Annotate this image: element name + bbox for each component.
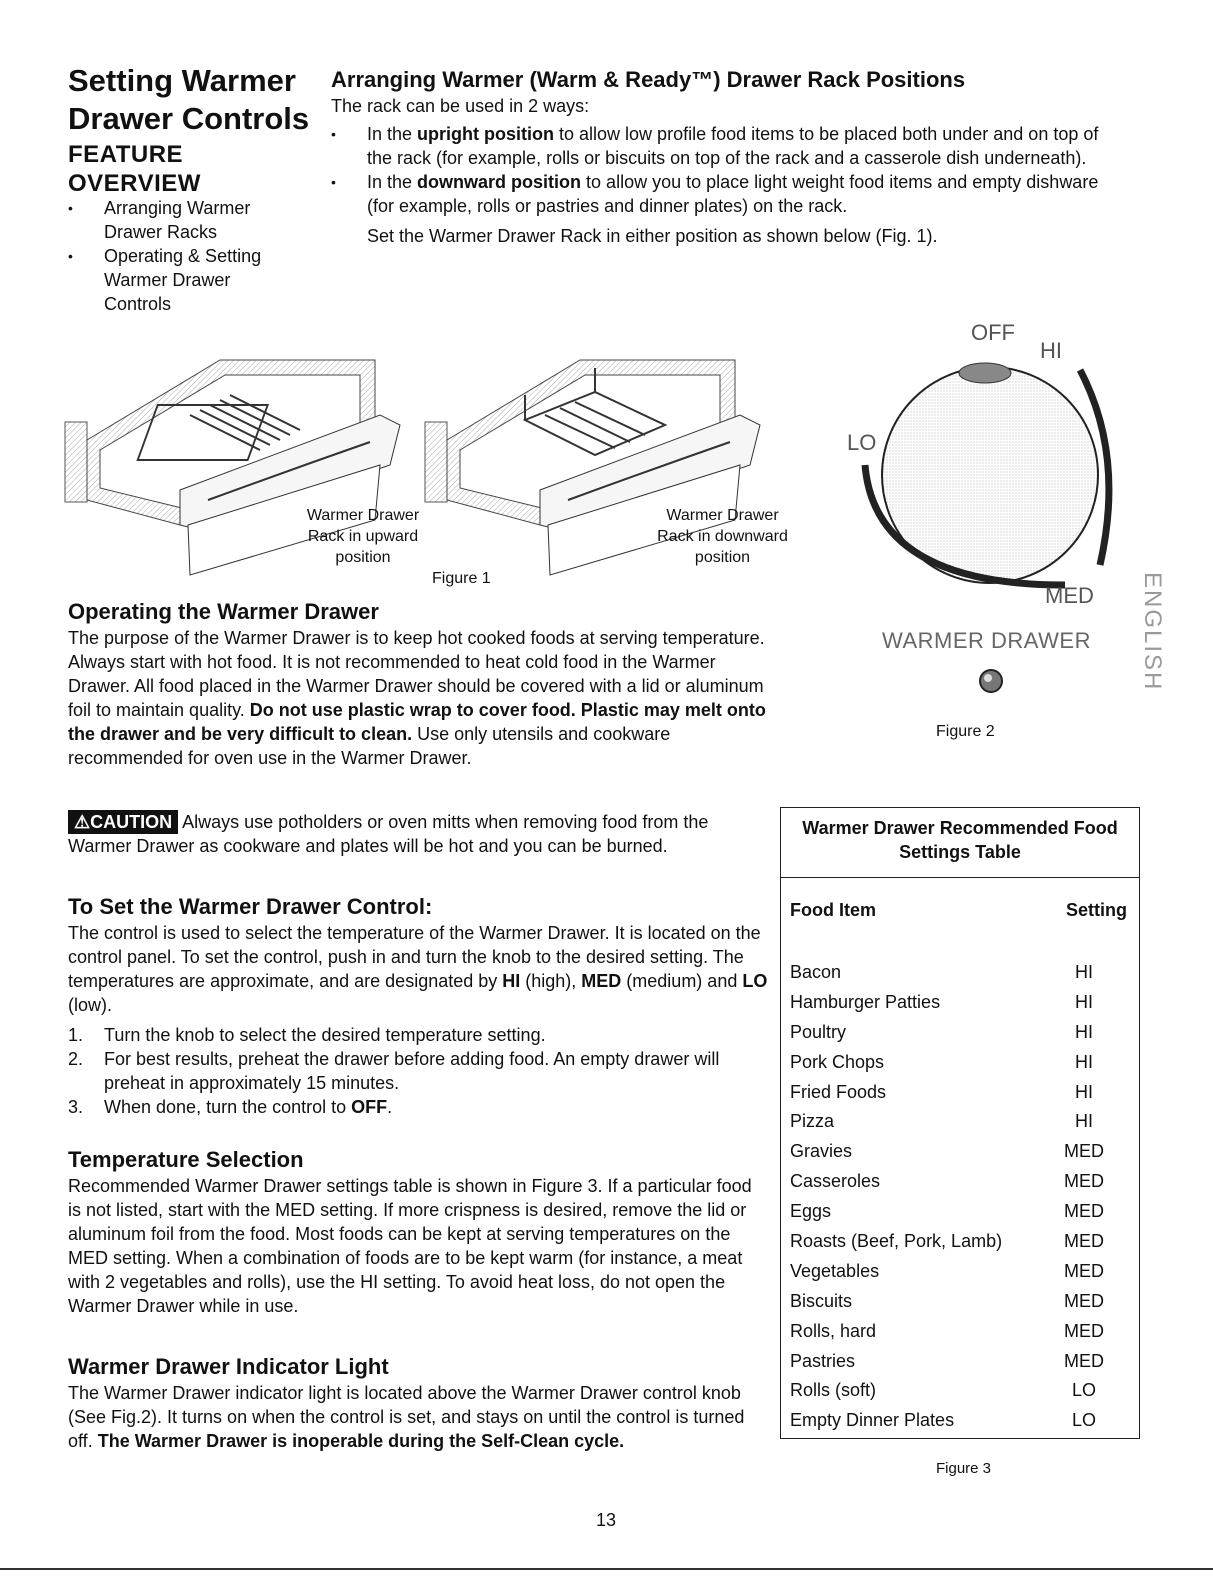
setting-cell: HI bbox=[1075, 1051, 1093, 1072]
warmer-drawer-panel-label: WARMER DRAWER bbox=[882, 628, 1091, 653]
knob-med-label: MED bbox=[1045, 583, 1094, 608]
control-text bbox=[68, 921, 768, 1017]
table-row bbox=[790, 1137, 1130, 1167]
temperature-text: Recommended Warmer Drawer settings table is shown in Figure 3. If a particular food is not listed, start with the MED setting. If more crispness is desired, remove the lid or aluminum foil from the food. Most foods can be kept at serving temperatures on the MED setting. When a combination of foods are to be kept warm (for instance, a meat with 2 vegetables and rolls), use the HI setting. To avoid heat loss, do not open the Warmer Drawer while in use. bbox=[68, 1176, 752, 1316]
table-row bbox=[790, 1048, 1130, 1078]
feature-item-text: Operating & Setting bbox=[104, 246, 262, 266]
arranging-intro: The rack can be used in 2 ways: bbox=[331, 96, 590, 116]
setting-cell: MED bbox=[1064, 1141, 1104, 1162]
indicator-light-icon bbox=[978, 668, 1004, 694]
label-text: Rack in upward bbox=[307, 528, 419, 545]
food-cell: Fried Foods bbox=[790, 1081, 887, 1102]
upright-bold: upright position bbox=[417, 124, 555, 144]
food-cell: Vegetables bbox=[790, 1260, 880, 1281]
text: The control is used to select the temperature of the Warmer Drawer. It is located on the control panel. To set the control, push in and turn the knob to the desired setting. The temperatures are approximate, and are designated by bbox=[68, 923, 761, 991]
bottom-rule bbox=[0, 1568, 1213, 1570]
title-line-2: Drawer Controls bbox=[68, 101, 310, 136]
hi-bold: HI bbox=[502, 971, 521, 991]
feature-item-text: Warmer Drawer bbox=[104, 270, 231, 290]
indicator-section bbox=[68, 1353, 768, 1453]
food-cell: Pizza bbox=[790, 1111, 835, 1132]
table-row bbox=[790, 1018, 1130, 1048]
label-text: Warmer Drawer bbox=[666, 507, 779, 524]
setting-cell: MED bbox=[1064, 1320, 1104, 1341]
food-cell: Casseroles bbox=[790, 1171, 881, 1192]
setting-cell: LO bbox=[1071, 1380, 1096, 1401]
setting-cell: HI bbox=[1075, 962, 1093, 982]
setting-cell: MED bbox=[1064, 1201, 1104, 1222]
bullet-upright bbox=[331, 122, 1121, 170]
table-row bbox=[790, 1107, 1130, 1137]
knob-lo-label: LO bbox=[847, 430, 877, 455]
caution-text: Always use potholders or oven mitts when removing food from the Warmer Drawer as cookware and plates will be hot and you can be burned. bbox=[68, 812, 709, 856]
food-cell: Gravies bbox=[790, 1141, 853, 1162]
text: (high), bbox=[520, 971, 582, 991]
language-tab bbox=[1130, 570, 1170, 700]
indicator-heading: Warmer Drawer Indicator Light bbox=[68, 1354, 389, 1379]
food-cell: Roasts (Beef, Pork, Lamb) bbox=[790, 1231, 1003, 1252]
feature-overview-heading bbox=[68, 140, 201, 198]
operating-text bbox=[68, 626, 768, 770]
plastic-warning: Do not use plastic wrap to cover food. Plastic may melt onto the drawer and be very difficult to clean. bbox=[68, 700, 766, 744]
downward-bold: downward position bbox=[417, 172, 582, 192]
knob-illustration bbox=[835, 315, 1125, 615]
setting-cell: MED bbox=[1064, 1260, 1104, 1281]
figure2-caption: Figure 2 bbox=[936, 723, 995, 740]
feature-item-text: Drawer Racks bbox=[104, 222, 218, 242]
feature-item-text: Arranging Warmer bbox=[104, 198, 251, 218]
feature-list bbox=[68, 196, 308, 316]
text: (low). bbox=[68, 995, 112, 1015]
label-text: position bbox=[335, 549, 391, 566]
arranging-section bbox=[331, 66, 1121, 248]
temperature-section bbox=[68, 1146, 768, 1318]
text: The purpose of the Warmer Drawer is to keep hot cooked foods at serving temperature. Always start with hot food. It is not recommended to heat cold food in the Warmer Drawer. All food placed in the Warmer Drawer should be covered with a lid or aluminum foil to maintain quality. bbox=[68, 628, 765, 720]
table-title-line: Settings Table bbox=[899, 842, 1021, 862]
table-row bbox=[790, 1257, 1130, 1287]
food-cell: Rolls, hard bbox=[790, 1320, 877, 1341]
table-row bbox=[790, 1167, 1130, 1197]
food-cell: Pork Chops bbox=[790, 1051, 885, 1072]
self-clean-warning: The Warmer Drawer is inoperable during the Self-Clean cycle. bbox=[97, 1431, 625, 1451]
figure1-caption: Figure 1 bbox=[432, 570, 491, 587]
food-cell: Pastries bbox=[790, 1350, 856, 1371]
feature-line-2: OVERVIEW bbox=[68, 170, 201, 197]
control-heading: To Set the Warmer Drawer Control: bbox=[68, 894, 433, 919]
food-cell: Poultry bbox=[790, 1021, 847, 1042]
food-cell: Hamburger Patties bbox=[790, 991, 941, 1012]
text: Use only utensils and cookware recommended for oven use in the Warmer Drawer. bbox=[68, 724, 671, 768]
step-text: For best results, preheat the drawer before adding food. An empty drawer will preheat in approximately 15 minutes. bbox=[104, 1049, 720, 1093]
column-header-food: Food Item bbox=[790, 900, 876, 920]
temperature-heading: Temperature Selection bbox=[68, 1147, 304, 1172]
arranging-set-text: Set the Warmer Drawer Rack in either position as shown below (Fig. 1). bbox=[367, 226, 938, 246]
caution-label: CAUTION bbox=[90, 812, 173, 832]
control-section bbox=[68, 893, 768, 1119]
feature-item bbox=[68, 196, 308, 244]
food-cell: Rolls (soft) bbox=[790, 1380, 877, 1401]
caution-badge bbox=[68, 810, 178, 834]
food-cell: Bacon bbox=[790, 962, 842, 982]
setting-cell: LO bbox=[1071, 1410, 1096, 1431]
food-cell: Biscuits bbox=[790, 1290, 853, 1311]
step-text: When done, turn the control to bbox=[104, 1097, 352, 1117]
operating-heading: Operating the Warmer Drawer bbox=[68, 599, 379, 624]
bullet-downward bbox=[331, 170, 1121, 218]
table-row bbox=[790, 1406, 1130, 1436]
food-settings-table bbox=[780, 807, 1140, 1439]
page-title bbox=[68, 62, 309, 138]
table-row bbox=[790, 1347, 1130, 1377]
operating-section bbox=[68, 598, 768, 770]
feature-line-1: FEATURE bbox=[68, 141, 184, 168]
text: to allow you to place light weight food items and empty dishware (for example, rolls or pastries and dinner plates) on the rack. bbox=[367, 172, 1099, 216]
step-text: . bbox=[387, 1097, 393, 1117]
food-cell: Empty Dinner Plates bbox=[790, 1410, 955, 1431]
warning-triangle-icon: ⚠ bbox=[74, 812, 91, 832]
title-line-1: Setting Warmer bbox=[68, 63, 296, 98]
setting-cell: HI bbox=[1075, 991, 1093, 1012]
med-bold: MED bbox=[581, 971, 622, 991]
caution-block bbox=[68, 810, 768, 858]
setting-cell: MED bbox=[1064, 1231, 1104, 1252]
page-number: 13 bbox=[596, 1510, 617, 1530]
setting-cell: HI bbox=[1075, 1021, 1093, 1042]
table-title-line: Warmer Drawer Recommended Food bbox=[802, 818, 1118, 838]
figure3-caption: Figure 3 bbox=[936, 1460, 992, 1477]
knob-off-label: OFF bbox=[971, 320, 1015, 345]
table-row bbox=[790, 1227, 1130, 1257]
table-row bbox=[790, 988, 1130, 1018]
language-tab-text: ENGLISH bbox=[1139, 572, 1166, 692]
setting-cell: MED bbox=[1064, 1290, 1104, 1311]
text: The Warmer Drawer indicator light is located above the Warmer Drawer control knob (See Fig.2). It turns on when the control is set, and stays on until the control is turned off. bbox=[68, 1383, 745, 1451]
table-row bbox=[790, 1317, 1130, 1347]
feature-item-text: Controls bbox=[104, 294, 172, 314]
arranging-heading: Arranging Warmer (Warm & Ready™) Drawer Rack Positions bbox=[331, 67, 966, 92]
lo-bold: LO bbox=[742, 971, 768, 991]
table-row bbox=[790, 1376, 1130, 1406]
table-row bbox=[790, 1287, 1130, 1317]
text: In the bbox=[367, 172, 418, 192]
column-header-setting: Setting bbox=[1066, 900, 1127, 920]
label-text: Warmer Drawer bbox=[306, 507, 420, 524]
setting-cell: HI bbox=[1075, 1081, 1093, 1102]
food-cell: Eggs bbox=[790, 1201, 832, 1222]
text: In the bbox=[367, 124, 418, 144]
arranging-bullets bbox=[331, 122, 1121, 218]
knob-hi-label: HI bbox=[1040, 338, 1062, 363]
text: to allow low profile food items to be placed both under and on top of the rack (for example, rolls or biscuits on top of the rack and a casserole dish underneath). bbox=[367, 124, 1099, 168]
step-item: 2. For best results, preheat the drawer before adding food. An empty drawer will preheat in approximately 15 minutes. bbox=[68, 1049, 720, 1093]
label-text: position bbox=[694, 549, 751, 566]
label-downward bbox=[640, 505, 805, 568]
setting-cell: HI bbox=[1075, 1111, 1093, 1132]
off-bold: OFF bbox=[351, 1097, 388, 1117]
setting-cell: MED bbox=[1064, 1171, 1104, 1192]
feature-item bbox=[68, 244, 308, 316]
label-text: Rack in downward bbox=[657, 528, 788, 545]
control-steps bbox=[68, 1023, 768, 1119]
step-item: 3. When done, turn the control to OFF. bbox=[68, 1097, 393, 1117]
knob-pointer-icon bbox=[959, 363, 1011, 383]
table-row bbox=[790, 1078, 1130, 1108]
table-body bbox=[790, 958, 1130, 1436]
step-item: 1. Turn the knob to select the desired temperature setting. bbox=[68, 1025, 546, 1045]
setting-cell: MED bbox=[1064, 1350, 1104, 1371]
text: (medium) and bbox=[621, 971, 743, 991]
indicator-text bbox=[68, 1381, 768, 1453]
label-upward bbox=[298, 505, 428, 568]
table-title bbox=[781, 808, 1139, 878]
table-row bbox=[790, 1197, 1130, 1227]
step-text: Turn the knob to select the desired temperature setting. bbox=[104, 1025, 546, 1045]
table-row bbox=[790, 958, 1130, 988]
